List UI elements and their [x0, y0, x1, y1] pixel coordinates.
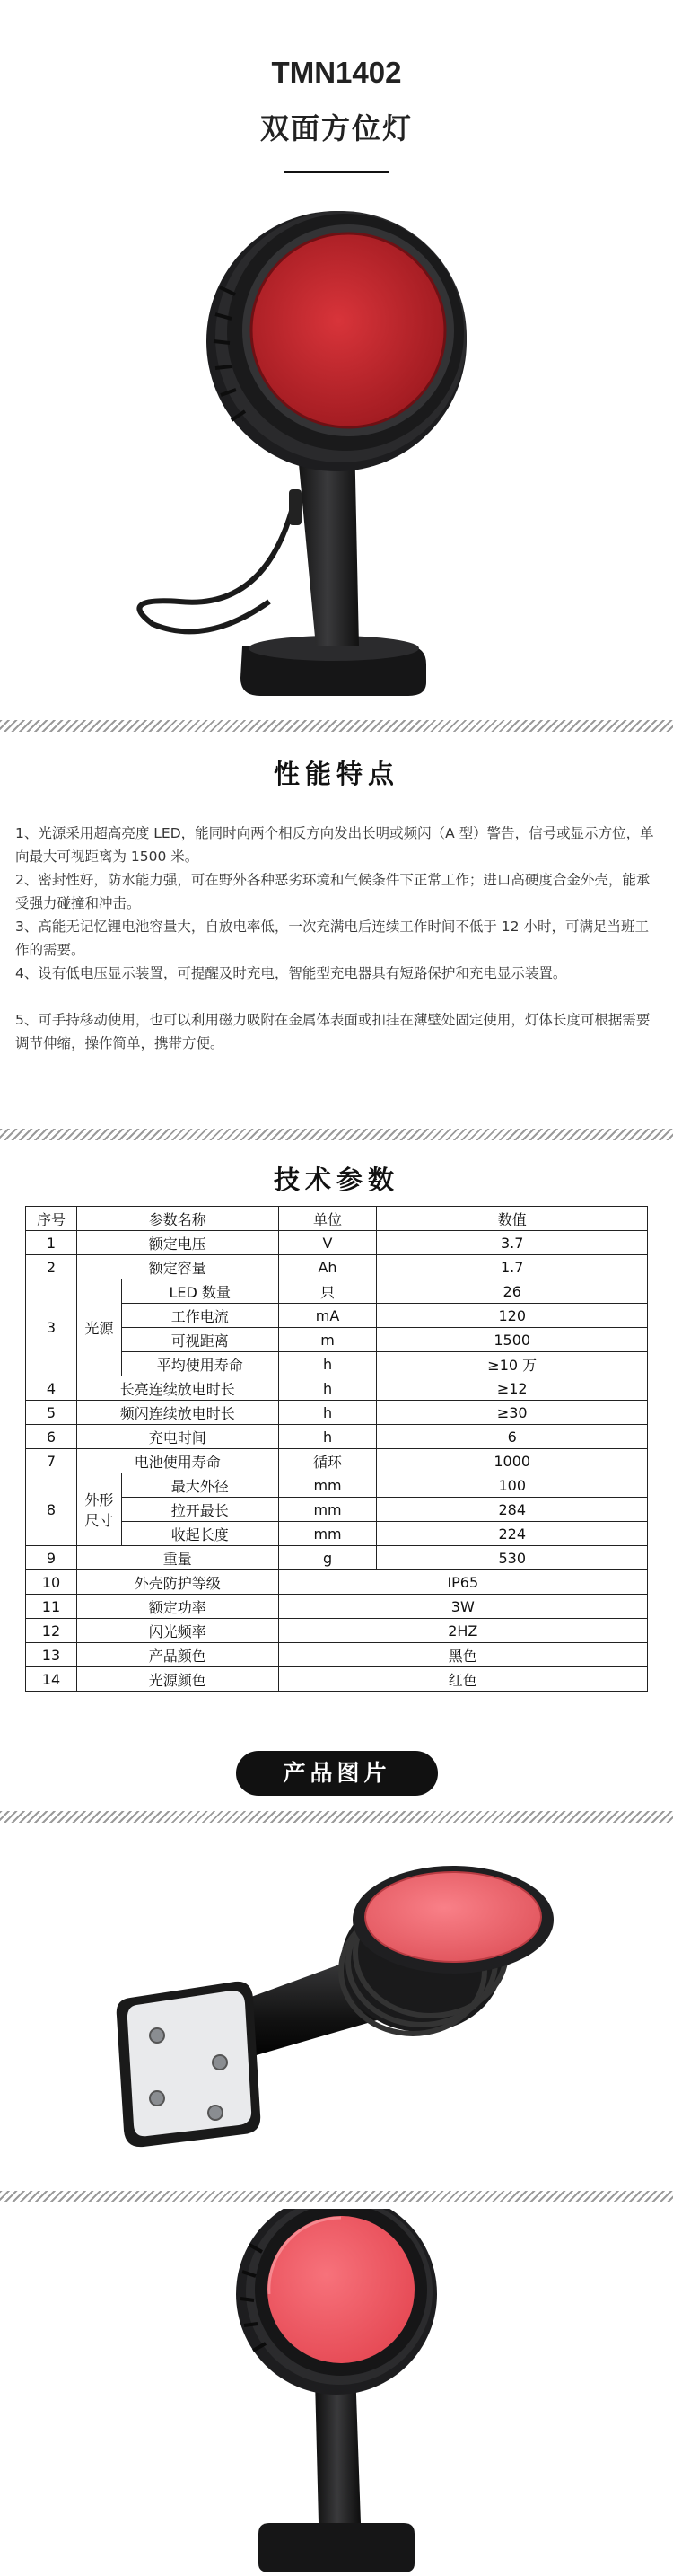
- table-cell: 224: [377, 1522, 648, 1546]
- table-cell: 2: [26, 1255, 77, 1279]
- feature-item-4: 4、设有低电压显示装置，可提醒及时充电，智能型充电器具有短路保护和充电显示装置。: [15, 965, 567, 981]
- table-cell: 长亮连续放电时长: [76, 1376, 278, 1401]
- table-cell: 1: [26, 1231, 77, 1255]
- table-cell: mm: [278, 1473, 377, 1498]
- table-cell: h: [278, 1425, 377, 1449]
- table-cell: 工作电流: [121, 1304, 278, 1328]
- table-cell: 6: [26, 1425, 77, 1449]
- table-row: [26, 1376, 648, 1401]
- table-cell: 额定容量: [76, 1255, 278, 1279]
- table-row: [26, 1255, 648, 1279]
- table-cell: LED 数量: [121, 1279, 278, 1304]
- table-cell: 3.7: [377, 1231, 648, 1255]
- table-cell: 1500: [377, 1328, 648, 1352]
- table-cell: h: [278, 1376, 377, 1401]
- table-cell: 充电时间: [76, 1425, 278, 1449]
- table-cell: 外壳防护等级: [76, 1570, 278, 1595]
- table-cell: 闪光频率: [76, 1619, 278, 1643]
- product-model: TMN1402: [271, 56, 402, 89]
- table-cell: 4: [26, 1376, 77, 1401]
- table-row: [26, 1473, 648, 1498]
- feature-item-5: 5、可手持移动使用，也可以利用磁力吸附在金属体表面或扣挂在薄壁处固定使用，灯体长度可根据需要调节伸缩，操作简单，携带方便。: [15, 1012, 651, 1051]
- table-cell: 100: [377, 1473, 648, 1498]
- product-photo-side: [0, 1827, 673, 2186]
- table-header-cell: 参数名称: [76, 1207, 278, 1231]
- specs-title: 技术参数: [273, 1165, 399, 1195]
- feature-item-1: 1、光源采用超高亮度 LED，能同时向两个相反方向发出长明或频闪（A 型）警告，信号或显示方位，单向最大可视距离为 1500 米。: [15, 825, 654, 865]
- table-cell: 电池使用寿命: [76, 1449, 278, 1473]
- table-cell: 14: [26, 1667, 77, 1692]
- table-cell: 2HZ: [278, 1619, 647, 1643]
- table-cell: ≥12: [377, 1376, 648, 1401]
- table-cell: 3W: [278, 1595, 647, 1619]
- table-cell: V: [278, 1231, 377, 1255]
- table-cell: 额定电压: [76, 1231, 278, 1255]
- table-row: [26, 1667, 648, 1692]
- table-row: [26, 1546, 648, 1570]
- table-cell: 收起长度: [121, 1522, 278, 1546]
- table-row: [26, 1449, 648, 1473]
- table-cell: Ah: [278, 1255, 377, 1279]
- table-cell: 外形尺寸: [76, 1473, 121, 1546]
- table-cell: IP65: [278, 1570, 647, 1595]
- hatch-divider: [0, 1129, 673, 1140]
- table-cell: 530: [377, 1546, 648, 1570]
- table-cell: 拉开最长: [121, 1498, 278, 1522]
- gallery-title-pill: 产品图片: [236, 1751, 438, 1796]
- table-cell: mA: [278, 1304, 377, 1328]
- hatch-divider: [0, 1811, 673, 1823]
- table-cell: 120: [377, 1304, 648, 1328]
- table-cell: h: [278, 1401, 377, 1425]
- table-row: [26, 1425, 648, 1449]
- table-cell: 频闪连续放电时长: [76, 1401, 278, 1425]
- hero-product-image: [0, 180, 673, 727]
- product-name: 双面方位灯: [259, 111, 413, 145]
- table-cell: h: [278, 1352, 377, 1376]
- table-cell: 可视距离: [121, 1328, 278, 1352]
- table-cell: mm: [278, 1522, 377, 1546]
- table-row: [26, 1279, 648, 1304]
- table-cell: mm: [278, 1498, 377, 1522]
- table-cell: 1.7: [377, 1255, 648, 1279]
- table-cell: 只: [278, 1279, 377, 1304]
- hatch-divider: [0, 720, 673, 732]
- table-cell: m: [278, 1328, 377, 1352]
- table-cell: 光源: [76, 1279, 121, 1376]
- table-cell: 重量: [76, 1546, 278, 1570]
- table-header-cell: 单位: [278, 1207, 377, 1231]
- table-row: [26, 1619, 648, 1643]
- table-header-row: [26, 1207, 648, 1231]
- table-header-cell: 数值: [377, 1207, 648, 1231]
- table-cell: 7: [26, 1449, 77, 1473]
- table-cell: 13: [26, 1643, 77, 1667]
- table-cell: 光源颜色: [76, 1667, 278, 1692]
- table-cell: 11: [26, 1595, 77, 1619]
- table-cell: ≥10 万: [377, 1352, 648, 1376]
- table-cell: 26: [377, 1279, 648, 1304]
- title-underline: [284, 171, 389, 173]
- hatch-divider: [0, 2191, 673, 2202]
- product-photo-front: [0, 2209, 673, 2576]
- table-row: [26, 1401, 648, 1425]
- table-cell: 最大外径: [121, 1473, 278, 1498]
- table-cell: g: [278, 1546, 377, 1570]
- table-cell: 284: [377, 1498, 648, 1522]
- table-cell: 3: [26, 1279, 77, 1376]
- table-cell: ≥30: [377, 1401, 648, 1425]
- table-cell: 5: [26, 1401, 77, 1425]
- table-row: [26, 1643, 648, 1667]
- feature-item-2: 2、密封性好，防水能力强，可在野外各种恶劣环境和气候条件下正常工作；进口高硬度合金外壳，能承受强力碰撞和冲击。: [15, 872, 651, 911]
- table-cell: 红色: [278, 1667, 647, 1692]
- spec-table: [25, 1206, 648, 1692]
- table-cell: 产品颜色: [76, 1643, 278, 1667]
- table-cell: 额定功率: [76, 1595, 278, 1619]
- feature-item-3: 3、高能无记忆锂电池容量大，自放电率低，一次充满电后连续工作时间不低于 12 小时，可满足当班工作的需要。: [15, 919, 649, 958]
- table-cell: 平均使用寿命: [121, 1352, 278, 1376]
- table-header-cell: 序号: [26, 1207, 77, 1231]
- table-row: [26, 1595, 648, 1619]
- table-row: [26, 1231, 648, 1255]
- table-cell: 1000: [377, 1449, 648, 1473]
- features-title: 性能特点: [273, 759, 399, 789]
- table-cell: 9: [26, 1546, 77, 1570]
- table-cell: 8: [26, 1473, 77, 1546]
- table-row: [26, 1570, 648, 1595]
- table-cell: 10: [26, 1570, 77, 1595]
- table-cell: 6: [377, 1425, 648, 1449]
- table-cell: 循环: [278, 1449, 377, 1473]
- table-cell: 黑色: [278, 1643, 647, 1667]
- table-cell: 12: [26, 1619, 77, 1643]
